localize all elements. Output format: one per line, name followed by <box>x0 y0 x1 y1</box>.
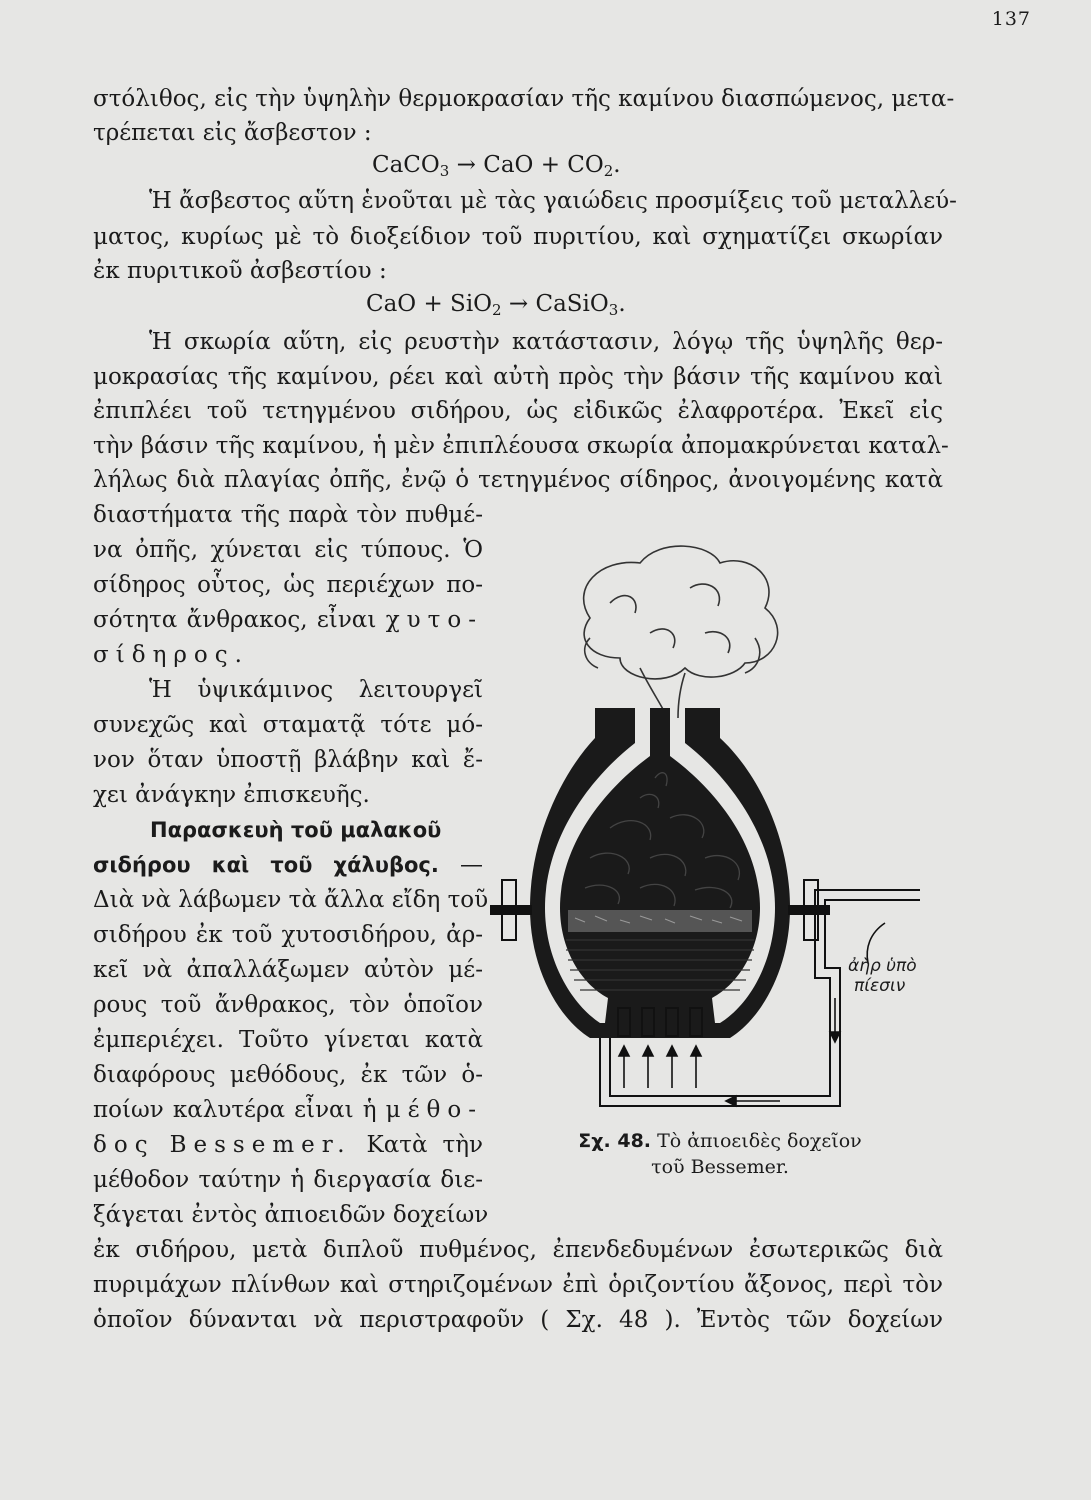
text-line: Ἡ ὑψικάμινος λειτουργεῖ <box>149 677 483 703</box>
text-line: Διὰ νὰ λάβωμεν τὰ ἄλλα εἴδη τοῦ <box>93 887 489 913</box>
text-line: Ἡ σκωρία αὕτη, εἰς ρευστὴν κατάστασιν, λόγῳ τῆς ὑψηλῆς θερ- <box>149 329 943 355</box>
text-line: χει ἀνάγκην ἐπισκευῆς. <box>93 782 370 808</box>
converter-shell <box>530 708 790 1038</box>
bessemer-converter-figure <box>490 528 950 1148</box>
text-line: ρους τοῦ ἄνθρακος, τὸν ὁποῖον <box>93 992 483 1018</box>
air-pressure-label-2: πίεσιν <box>854 976 906 996</box>
text-line: σίδηρος οὗτος, ὡς περιέχων πο- <box>93 572 483 598</box>
text-line: ἐκ πυριτικοῦ ἀσβεστίου : <box>93 258 387 284</box>
chemical-equation-1: CaCO$_3$ → CaO + $CO_2$. <box>372 152 621 180</box>
text-line: ἐκ σιδήρου, μετὰ διπλοῦ πυθμένος, ἐπενδεδυμένων ἐσωτερικῶς διὰ <box>93 1237 943 1263</box>
text-line: στόλιθος, εἰς τὴν ὑψηλὴν θερμοκρασίαν τῆς καμίνου διασπώμενος, μετα- <box>93 86 955 112</box>
spaced-term: Bessemer. <box>169 1132 352 1158</box>
text-line: διαφόρους μεθόδους, ἐκ τῶν ὁ- <box>93 1062 483 1088</box>
text-line: σότητα ἄνθρακος, εἶναι χυτο- <box>93 607 483 633</box>
smoke-cloud <box>584 546 778 718</box>
text-line: νον ὅταν ὑποστῇ βλάβην καὶ ἔ- <box>93 747 483 773</box>
spaced-term: μέθο- <box>385 1097 484 1123</box>
text-line: συνεχῶς καὶ σταματᾷ τότε μό- <box>93 712 483 738</box>
text-line: λήλως διὰ πλαγίας ὀπῆς, ἐνῷ ὁ τετηγμένος σίδηρος, ἀνοιγομένης κατὰ <box>93 467 943 493</box>
text-line: ὁποῖον δύνανται νὰ περιστραφοῦν ( Σχ. 48 ). Ἐντὸς τῶν δοχείων <box>93 1307 943 1333</box>
text-line: τὴν βάσιν τῆς καμίνου, ἡ μὲν ἐπιπλέουσα σκωρία ἀπομακρύνεται καταλ- <box>93 433 949 459</box>
text-line: να ὀπῆς, χύνεται εἰς τύπους. Ὁ <box>93 537 483 563</box>
slag-layer <box>568 910 752 932</box>
page-number: 137 <box>991 8 1031 30</box>
text-line: δος Bessemer. Κατὰ τὴν <box>93 1132 484 1158</box>
text-line: μέθοδον ταύτην ἡ διεργασία διε- <box>93 1167 483 1193</box>
text-line: ἐπιπλέει τοῦ τετηγμένου σιδήρου, ὡς εἰδικῶς ἐλαφροτέρα. Ἐκεῖ εἰς <box>93 398 943 424</box>
text-line: σιδήρου ἐκ τοῦ χυτοσιδήρου, ἀρ- <box>93 922 483 948</box>
text-line: ἐμπεριέχει. Τοῦτο γίνεται κατὰ <box>93 1027 483 1053</box>
text-line: Ἡ ἄσβεστος αὕτη ἑνοῦται μὲ τὰς γαιώδεις προσμίξεις τοῦ μεταλλεύ- <box>149 188 957 214</box>
text-line: ματος, κυρίως μὲ τὸ διοξείδιον τοῦ πυριτίου, καὶ σχηματίζει σκωρίαν <box>93 224 943 250</box>
text-line: μοκρασίας τῆς καμίνου, ρέει καὶ αὐτὴ πρὸς τὴν βάσιν τῆς καμίνου καὶ <box>93 364 943 390</box>
text-line: ξάγεται ἐντὸς ἀπιοειδῶν δοχείων <box>93 1202 489 1228</box>
text-line: πυριμάχων πλίνθων καὶ στηριζομένων ἐπὶ ὁριζοντίου ἄξονος, περὶ τὸν <box>93 1272 943 1298</box>
text-line: κεῖ νὰ ἀπαλλάξωμεν αὐτὸν μέ- <box>93 957 483 983</box>
text-line: ποίων καλυτέρα εἶναι ἡ μέθο- <box>93 1097 484 1123</box>
section-heading: Παρασκευὴ τοῦ μαλακοῦ <box>150 818 442 842</box>
text-line: τρέπεται εἰς ἄσβεστον : <box>93 120 372 146</box>
air-pressure-label: ἀὴρ ὑπὸ <box>848 956 917 976</box>
text-line <box>93 638 249 672</box>
spaced-term: χυτο- <box>385 607 483 633</box>
spaced-term: σίδηρος. <box>93 642 249 668</box>
chemical-equation-2: CaO + SiO$_2$ → CaSiO$_3$. <box>366 291 626 319</box>
text-line: διαστήματα τῆς παρὰ τὸν πυθμέ- <box>93 502 483 528</box>
figure-caption: Σχ. 48. Τὸ ἀπιοειδὲς δοχεῖον τοῦ Bessemer. <box>578 1130 862 1178</box>
section-heading-line-2: σιδήρου καὶ τοῦ χάλυβος. — <box>93 852 484 878</box>
